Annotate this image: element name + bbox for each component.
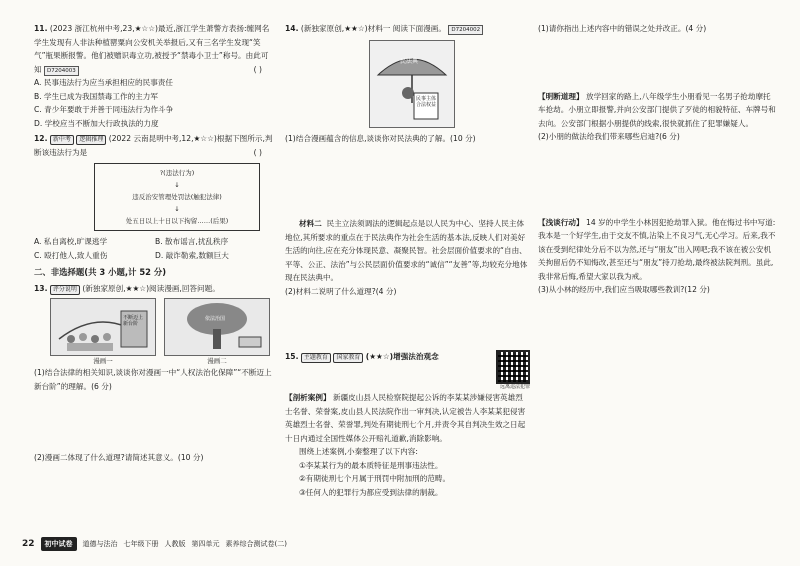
action-block [538,216,778,284]
block-title: 【明断道理】 [538,91,584,101]
option: D. 敲诈勒索,数额巨大 [155,250,229,260]
flow-step: 处五日以上十日以下拘留……(后果) [125,217,229,225]
answer-bracket: ( ) [253,64,262,74]
answer-bracket: ( ) [253,147,262,157]
case-title: 【剖析案例】 [285,393,331,402]
flow-step: ?(违法行为) [159,169,195,177]
cartoon-image [164,298,270,356]
civil-code-cartoon [369,40,455,128]
question-code: D7204003 [44,66,79,76]
question-number: 13. [34,283,48,293]
test-label: 素养综合测试卷(二) [225,540,287,548]
sub-question: (3)从小林的经历中,我们应当吸取哪些教训?(12 分) [538,285,710,294]
option: A. 民事违法行为应当承担相应的民事责任 [34,78,173,87]
column-middle [285,22,530,501]
subject-label: 道德与法治 [82,540,118,548]
tag-badge: 评分说明 [50,285,80,295]
option: A. 私自离校,旷课逃学 [34,237,108,246]
flow-arrow: ↓ [174,205,180,213]
option: B. 散布谣言,扰乱秩序 [155,237,229,246]
page-footer [22,537,442,551]
column-right [538,22,778,297]
tree-sign: 依法治国 [205,316,226,322]
tag-badge: 主题教育 [301,353,331,363]
cartoon-two [164,298,270,366]
grade-label: 七年级下册 [123,540,159,548]
cartoon-caption: 漫画一 [93,357,113,365]
question-text: (新独家原创,★★☆)阅读漫画,回答问题。 [82,283,220,293]
question-code: D7204002 [448,25,483,35]
unit-label: 第四单元 [191,540,220,548]
cartoon-image [50,298,156,356]
flow-chart [94,163,260,231]
question-11 [34,22,276,130]
list-item: ②有期徒刑七个月属于刑罚中附加刑的范畴。 [299,474,451,483]
tag-badge: 逻辑推理 [76,135,106,145]
flow-step: 违反治安管理处罚法(触犯法律) [132,193,222,201]
option: C. 殴打他人,致人重伤 [34,250,108,260]
question-13 [34,282,276,465]
material-text: 民主立法须调法的逻辑起点是以人民为中心、坚持人民主体地位,其所要求的重点在于民法典作为社会生活的基本法,反映人们对美好生活的向往,应在充分体现民意、凝聚民智。社会层面价值要求的“自由、平等、公正、法治”与公民层面价值要求的“诚信”“友善”等,均较充分地体现在民法典中。 [285,219,528,282]
question-12 [34,132,276,262]
umbrella-label: 民法典 [400,57,419,65]
question-text: (2023 浙江杭州中考,23,★☆☆)最近,浙江学生萧警方表扬:缠网名学生发现有人非法种植罂粟向公安机关举报后,又有三名学生发现“笑气”瓶果断报警。他们被赠识毒立功,被授予“禁毒小卫士”称号。由此可知 [34,24,270,74]
block-text: 放学回家的路上,八年级学生小朋看见一名男子抢劫摩托车抢劫。小朋立即报警,并向公安部门提供了歹徒的相貌特征、车牌号和去向。公安部门根据小朋提供的线索,很快就抓住了犯罪嫌疑人。 [538,91,776,128]
question-text: (★★☆)增强法治观念 [365,352,439,361]
sub-question: (2)小朋的做法给我们带来哪些启迪?(6 分) [538,132,680,141]
block-title: 【浅谈行动】 [538,217,584,227]
sub-question: (1)结合法律的相关知识,谈谈你对漫画一中“人权法治化保障”“不断迈上新台阶”的理解。(6 分) [34,368,272,391]
cartoon-one [50,298,156,366]
case-block [285,391,530,445]
tag-badge: 新中考 [50,135,74,145]
question-14 [285,22,530,298]
question-number: 14. [285,24,299,33]
option: C. 青少年要敢于并善于同违法行为作斗争 [34,105,174,114]
block-text: 14 岁的中学生小林因犯抢劫罪入狱。他在悔过书中写道:我本是一个好学生,由于交友不慎,沾染上不良习气,无心学习。后来,我不该在受到纪律处分后不以为然,还与“朋友”出入网吧;我不该在被公安机关拘留后仍不知悔改,甚至还与“朋友”持刀抢劫,最终被法院判刑。虽此,我非常后悔,希望大家以我为戒。 [538,217,776,281]
sub-question: (2)材料二说明了什么道理?(4 分) [285,286,397,296]
option: D. 学校应当不断加大行政执法的力度 [34,118,159,128]
sub-question: (1)结合漫画蕴含的信息,谈谈你对民法典的了解。(10 分) [285,133,476,143]
tree-illustration [165,299,269,355]
case-text: 新疆皮山县人民检察院提起公诉的李某某涉嫌侵害英雄烈士名誉、荣誉案,皮山县人民法院作出一审判决,认定被告人李某某犯侵害英雄烈士名誉、荣誉罪,判处有期徒刑七个月,并责令其自判决生效之日起十日内通过全国性媒体公开赔礼道歉,消除影响。 [285,393,526,443]
edition-label: 人教版 [164,540,186,548]
option: B. 学生已成为我国禁毒工作的主力军 [34,91,158,101]
list-item: ①李某某行为的最本质特征是刑事违法性。 [299,460,443,470]
brand-label: 初中试卷 [41,537,77,551]
question-text: (2022 云南昆明中考,12,★☆☆)根据下图所示,判断该违法行为是 [34,134,273,157]
column-left [34,22,276,467]
principle-block [538,90,778,131]
qr-caption: 远离违法犯罪 [499,384,530,390]
flow-arrow: ↓ [174,181,180,189]
material-title: 材料二 [299,219,322,228]
question-number: 15. [285,352,299,361]
cartoon-sign: 不断迈上新台阶 [123,315,144,327]
cartoon-illustration [51,299,155,355]
list-item: ③任何人的犯罪行为都应受到法律的制裁。 [299,487,443,497]
sub-question: (1)请你指出上述内容中的错误之处并改正。(4 分) [538,24,707,33]
question-number: 11. [34,24,48,33]
person-label: 民事主体合法权益 [416,95,437,108]
section-heading: 二、非选择题(共 3 小题,计 52 分) [34,267,167,277]
question-number: 12. [34,134,48,143]
tag-badge: 国家教育 [333,353,363,363]
question-text: (新独家原创,★★☆)材料一 阅读下面漫画。 [300,24,446,33]
page-number: 22 [22,539,35,549]
summary-text: 围绕上述案例,小秦整理了以下内容: [299,447,418,456]
material-two [285,217,530,285]
cartoon-caption: 漫画二 [207,357,227,365]
options-grid [34,235,276,262]
sub-question: (2)漫画二体现了什么道理?请简述其意义。(10 分) [34,453,204,462]
question-15 [285,350,530,499]
qr-code-icon[interactable] [496,350,530,384]
cartoon-row [50,298,276,366]
umbrella-illustration [370,41,454,127]
